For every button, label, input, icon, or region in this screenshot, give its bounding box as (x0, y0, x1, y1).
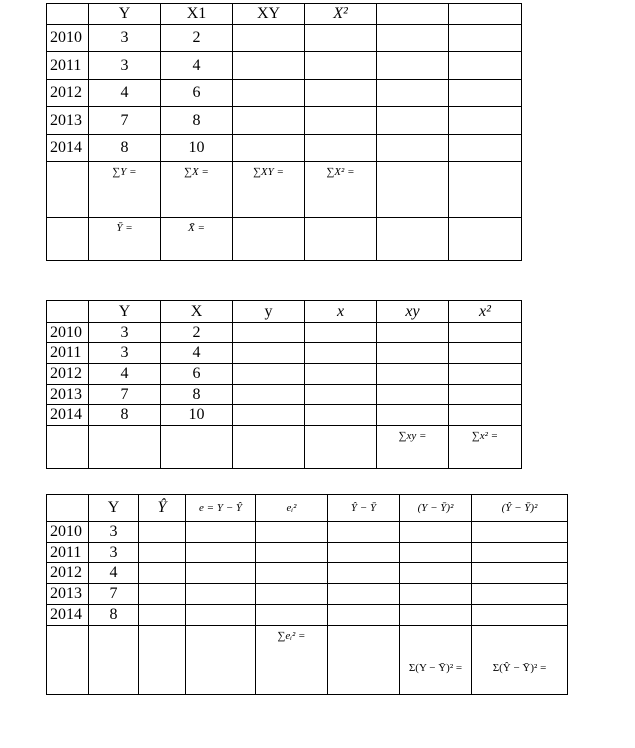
empty-cell (377, 25, 449, 52)
empty-cell (449, 343, 522, 364)
x-cell: 6 (161, 80, 233, 107)
x-cell: 10 (161, 135, 233, 162)
empty-cell (377, 343, 449, 364)
year-cell: 2014 (47, 605, 89, 626)
y-cell: 4 (89, 364, 161, 385)
x-cell: 8 (161, 107, 233, 135)
sum-y-label: ∑Y = (89, 162, 161, 218)
mean-x-label: X̄ = (161, 218, 233, 261)
y-cell: 3 (89, 52, 161, 80)
table-row (47, 543, 568, 563)
sum-row (47, 162, 522, 218)
empty-cell (328, 543, 400, 563)
year-cell: 2012 (47, 80, 89, 107)
y-cell: 4 (89, 80, 161, 107)
empty-cell (256, 543, 328, 563)
x-cell: 4 (161, 343, 233, 364)
empty-cell (47, 626, 89, 695)
empty-cell (328, 522, 400, 543)
x-cell: 2 (161, 323, 233, 343)
header-yhat-minus-ybar: Ŷ − Ȳ (328, 495, 400, 522)
empty-cell (186, 522, 256, 543)
empty-cell (233, 218, 305, 261)
year-cell: 2012 (47, 563, 89, 584)
mean-row (47, 218, 522, 261)
y-cell: 3 (89, 543, 139, 563)
header-small-y: y (233, 301, 305, 323)
empty-cell (186, 584, 256, 605)
header-y-dev-squared: (Y − Ȳ)² (400, 495, 472, 522)
empty-cell (449, 25, 522, 52)
table-row (47, 385, 522, 405)
empty-cell (472, 543, 568, 563)
year-cell: 2010 (47, 25, 89, 52)
sum-row (47, 626, 568, 695)
empty-cell (328, 626, 400, 695)
empty-cell (305, 426, 377, 469)
table-1-header-row (47, 4, 522, 25)
y-cell: 7 (89, 584, 139, 605)
sum-row (47, 426, 522, 469)
sum-x2-label: ∑X² = (305, 162, 377, 218)
empty-cell (256, 605, 328, 626)
table-row (47, 323, 522, 343)
header-y: Y (89, 301, 161, 323)
header-y: Y (89, 4, 161, 25)
empty-cell (449, 218, 522, 261)
header-x1: X1 (161, 4, 233, 25)
empty-cell (305, 80, 377, 107)
empty-cell (89, 426, 161, 469)
empty-cell (449, 135, 522, 162)
empty-cell (305, 364, 377, 385)
empty-cell (377, 80, 449, 107)
empty-cell (233, 364, 305, 385)
empty-cell (139, 626, 186, 695)
empty-cell (161, 426, 233, 469)
table-row (47, 135, 522, 162)
year-cell: 2014 (47, 135, 89, 162)
year-cell: 2011 (47, 52, 89, 80)
sum-xy-label: ∑XY = (233, 162, 305, 218)
table-3-header-row (47, 495, 568, 522)
table-1 (46, 3, 522, 261)
header-cell (47, 495, 89, 522)
year-cell: 2011 (47, 543, 89, 563)
header-cell (47, 301, 89, 323)
empty-cell (449, 80, 522, 107)
empty-cell (377, 385, 449, 405)
empty-cell (472, 584, 568, 605)
empty-cell (256, 563, 328, 584)
table-row (47, 80, 522, 107)
sum-x-label: ∑X = (161, 162, 233, 218)
year-cell: 2013 (47, 584, 89, 605)
header-x-squared: x² (449, 301, 522, 323)
table-row (47, 605, 568, 626)
empty-cell (139, 563, 186, 584)
empty-cell (233, 80, 305, 107)
empty-cell (233, 107, 305, 135)
table-row (47, 364, 522, 385)
table-row (47, 405, 522, 426)
y-cell: 7 (89, 385, 161, 405)
empty-cell (305, 385, 377, 405)
sum-yhat-dev-squared-label: Σ(Ŷ − Ȳ)² = (472, 626, 568, 695)
empty-cell (139, 584, 186, 605)
empty-cell (400, 584, 472, 605)
year-cell: 2012 (47, 364, 89, 385)
empty-cell (233, 343, 305, 364)
year-cell: 2010 (47, 323, 89, 343)
empty-cell (400, 563, 472, 584)
empty-cell (233, 25, 305, 52)
y-cell: 3 (89, 343, 161, 364)
empty-cell (233, 323, 305, 343)
x-cell: 2 (161, 25, 233, 52)
empty-cell (400, 522, 472, 543)
empty-cell (233, 135, 305, 162)
empty-cell (139, 522, 186, 543)
table-row (47, 52, 522, 80)
empty-cell (449, 162, 522, 218)
empty-cell (328, 563, 400, 584)
mean-y-label: Ȳ = (89, 218, 161, 261)
empty-cell (139, 605, 186, 626)
empty-cell (328, 605, 400, 626)
year-cell: 2013 (47, 385, 89, 405)
empty-cell (472, 563, 568, 584)
year-cell: 2013 (47, 107, 89, 135)
x-cell: 6 (161, 364, 233, 385)
table-row (47, 25, 522, 52)
header-cell (47, 4, 89, 25)
empty-cell (449, 107, 522, 135)
year-cell: 2014 (47, 405, 89, 426)
empty-cell (305, 107, 377, 135)
x-cell: 10 (161, 405, 233, 426)
empty-cell (449, 385, 522, 405)
year-cell: 2010 (47, 522, 89, 543)
empty-cell (305, 405, 377, 426)
empty-cell (47, 426, 89, 469)
y-cell: 3 (89, 323, 161, 343)
header-yhat-dev-squared: (Ŷ − Ȳ)² (472, 495, 568, 522)
empty-cell (400, 543, 472, 563)
empty-cell (377, 107, 449, 135)
empty-cell (377, 162, 449, 218)
empty-cell (305, 25, 377, 52)
empty-cell (233, 405, 305, 426)
y-cell: 8 (89, 135, 161, 162)
sum-x2-label: ∑x² = (449, 426, 522, 469)
y-cell: 3 (89, 25, 161, 52)
empty-cell (233, 426, 305, 469)
empty-cell (472, 605, 568, 626)
empty-cell (449, 323, 522, 343)
sum-y-dev-squared-label: Σ(Y − Ȳ)² = (400, 626, 472, 695)
header-xy: XY (233, 4, 305, 25)
header-x-squared: X² (305, 4, 377, 25)
empty-cell (305, 135, 377, 162)
sum-e2-label: ∑eᵢ² = (256, 626, 328, 695)
table-row (47, 584, 568, 605)
table-2 (46, 300, 522, 469)
empty-cell (377, 52, 449, 80)
empty-cell (305, 323, 377, 343)
empty-cell (449, 52, 522, 80)
table-row (47, 563, 568, 584)
empty-cell (305, 343, 377, 364)
empty-cell (377, 218, 449, 261)
empty-cell (186, 543, 256, 563)
header-xy: xy (377, 301, 449, 323)
empty-cell (305, 52, 377, 80)
empty-cell (47, 218, 89, 261)
header-y-hat: Ŷ (139, 495, 186, 522)
empty-cell (472, 522, 568, 543)
empty-cell (305, 218, 377, 261)
table-row (47, 343, 522, 364)
empty-cell (233, 52, 305, 80)
empty-cell (377, 364, 449, 385)
empty-cell (186, 626, 256, 695)
empty-cell (186, 563, 256, 584)
empty-cell (328, 584, 400, 605)
table-row (47, 107, 522, 135)
header-residual-squared: eᵢ² (256, 495, 328, 522)
x-cell: 4 (161, 52, 233, 80)
header-x: X (161, 301, 233, 323)
empty-cell (377, 135, 449, 162)
header-residual: e = Y − Ŷ (186, 495, 256, 522)
header-cell (377, 4, 449, 25)
empty-cell (449, 364, 522, 385)
empty-cell (377, 323, 449, 343)
y-cell: 3 (89, 522, 139, 543)
x-cell: 8 (161, 385, 233, 405)
y-cell: 8 (89, 405, 161, 426)
empty-cell (377, 405, 449, 426)
header-small-x: x (305, 301, 377, 323)
empty-cell (139, 543, 186, 563)
header-y: Y (89, 495, 139, 522)
y-cell: 7 (89, 107, 161, 135)
empty-cell (186, 605, 256, 626)
y-cell: 4 (89, 563, 139, 584)
year-cell: 2011 (47, 343, 89, 364)
table-2-header-row (47, 301, 522, 323)
empty-cell (256, 584, 328, 605)
header-cell (449, 4, 522, 25)
empty-cell (89, 626, 139, 695)
empty-cell (256, 522, 328, 543)
y-cell: 8 (89, 605, 139, 626)
empty-cell (233, 385, 305, 405)
empty-cell (449, 405, 522, 426)
empty-cell (400, 605, 472, 626)
empty-cell (47, 162, 89, 218)
table-3 (46, 494, 568, 695)
sum-xy-label: ∑xy = (377, 426, 449, 469)
table-row (47, 522, 568, 543)
